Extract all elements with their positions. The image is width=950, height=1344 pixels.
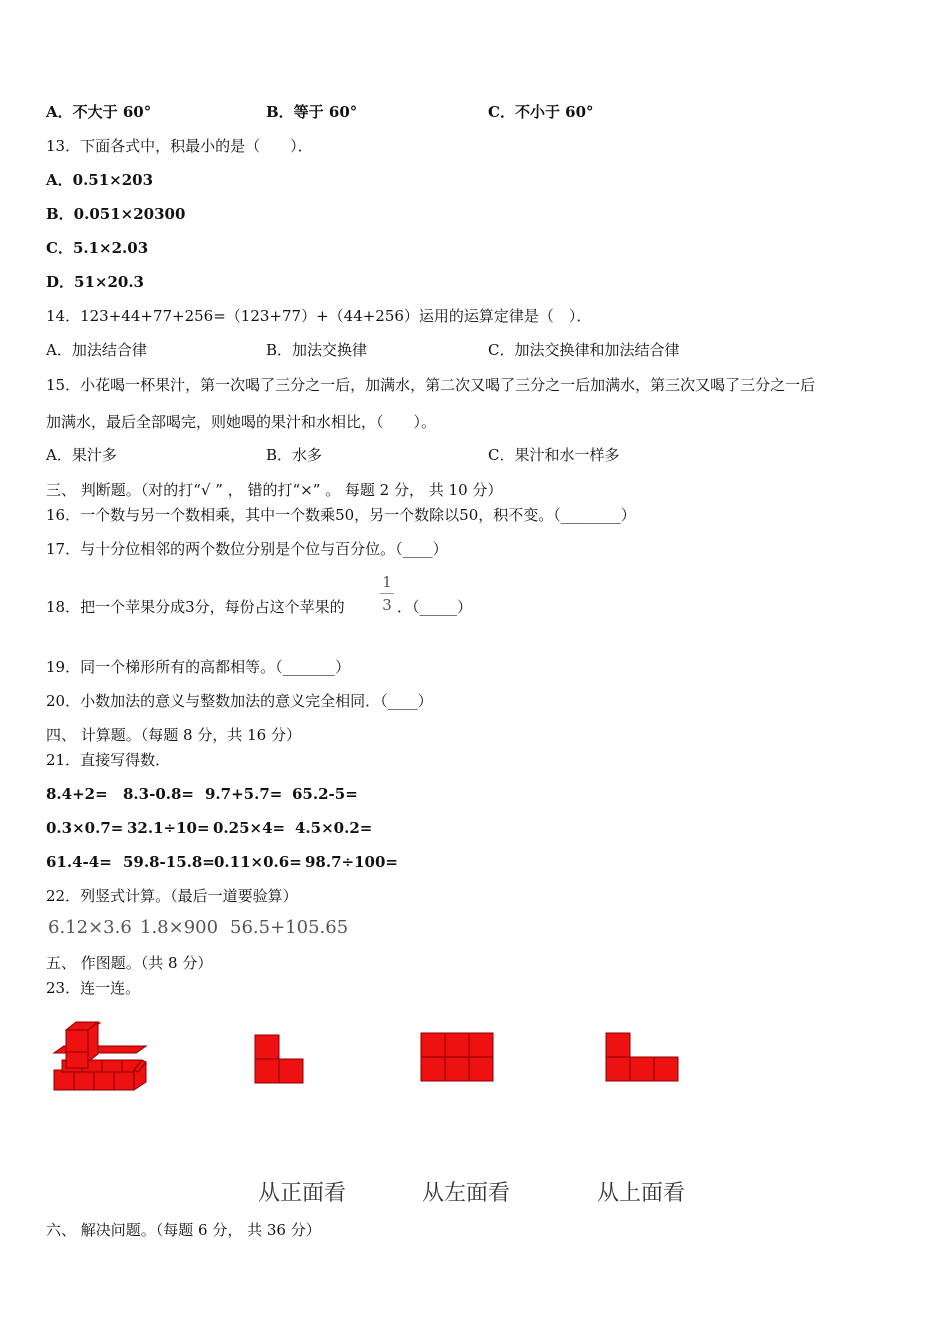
left-view-figure xyxy=(420,1032,496,1084)
q13-option-d: D．51×20.3 xyxy=(46,273,144,291)
q13-option-b: B．0.051×20300 xyxy=(46,205,186,223)
fraction-bar xyxy=(380,593,394,594)
q15-stem-line2: 加满水，最后全部喝完，则她喝的果汁和水相比，（ ）。 xyxy=(46,413,437,431)
q13-stem: 13．下面各式中，积最小的是（ ）． xyxy=(46,137,313,155)
q15-option-b: B．水多 xyxy=(266,446,323,464)
q12-option-c: C．不小于 60° xyxy=(488,103,594,121)
q21-r3-c1: 61.4-4= xyxy=(46,853,112,871)
q18-fraction-numerator: 1 xyxy=(382,573,392,591)
q21-r2-c3: 0.25×4= xyxy=(213,819,286,837)
q12-option-a: A．不大于 60° xyxy=(46,103,152,121)
q21-r3-c4: 98.7÷100= xyxy=(305,853,398,871)
q21-r3-c2: 59.8-15.8= xyxy=(123,853,215,871)
q15-stem-line1: 15．小花喝一杯果汁，第一次喝了三分之一后，加满水，第二次又喝了三分之一后加满水，第三次又喝了三分之一后 xyxy=(46,376,816,394)
q21-r1-c3: 9.7+5.7= xyxy=(205,785,283,803)
q14-option-a: A．加法结合律 xyxy=(46,341,147,359)
q21-r3-c3: 0.11×0.6= xyxy=(214,853,302,871)
q21-r1-c2: 8.3-0.8= xyxy=(123,785,194,803)
q22-item-3: 56.5+105.65 xyxy=(230,917,349,938)
q17-text: 17．与十分位相邻的两个数位分别是个位与百分位。（____） xyxy=(46,540,448,558)
q12-option-b: B．等于 60° xyxy=(266,103,358,121)
q16-text: 16．一个数与另一个数相乘，其中一个数乘50，另一个数除以50，积不变。（________） xyxy=(46,506,636,524)
q14-stem: 14．123+44+77+256=（123+77）+（44+256）运用的运算定律是（ ）． xyxy=(46,307,592,325)
q13-option-a: A．0.51×203 xyxy=(46,171,154,189)
q14-option-c: C．加法交换律和加法结合律 xyxy=(488,341,680,359)
section-3-heading: 三、 判断题。（对的打“√ ” ， 错的打“×” 。 每题 2 分， 共 10 分） xyxy=(46,481,503,499)
section-4-heading: 四、 计算题。（每题 8 分，共 16 分） xyxy=(46,726,301,744)
q22-item-2: 1.8×900 xyxy=(140,917,219,938)
q18-fraction-denominator: 3 xyxy=(382,596,392,614)
q23-stem: 23．连一连。 xyxy=(46,979,141,997)
section-6-heading: 六、 解决问题。（每题 6 分， 共 36 分） xyxy=(46,1221,321,1239)
q19-text: 19．同一个梯形所有的高都相等。（_______） xyxy=(46,658,351,676)
q21-stem: 21．直接写得数． xyxy=(46,751,171,769)
q18-fraction xyxy=(380,573,394,614)
q13-option-c: C．5.1×2.03 xyxy=(46,239,149,257)
q22-stem: 22．列竖式计算。（最后一道要验算） xyxy=(46,887,298,905)
q15-option-c: C．果汁和水一样多 xyxy=(488,446,620,464)
q21-r2-c1: 0.3×0.7= xyxy=(46,819,124,837)
q14-option-b: B．加法交换律 xyxy=(266,341,368,359)
q22-item-1: 6.12×3.6 xyxy=(48,917,132,938)
q21-r1-c1: 8.4+2= xyxy=(46,785,108,803)
q18-text: 18．把一个苹果分成3分，每份占这个苹果的 xyxy=(46,598,345,616)
q20-text: 20．小数加法的意义与整数加法的意义完全相同．（____） xyxy=(46,692,433,710)
q21-r2-c2: 32.1÷10= xyxy=(127,819,210,837)
cube-stack-figure xyxy=(50,1018,150,1096)
view-label-top: 从上面看 xyxy=(597,1181,686,1206)
q21-r2-c4: 4.5×0.2= xyxy=(295,819,373,837)
view-label-front: 从正面看 xyxy=(258,1181,347,1206)
section-5-heading: 五、 作图题。（共 8 分） xyxy=(46,954,213,972)
front-view-figure xyxy=(254,1034,306,1086)
q18-tail: ．（_____） xyxy=(397,598,473,616)
q15-option-a: A．果汁多 xyxy=(46,446,117,464)
view-label-left: 从左面看 xyxy=(422,1181,511,1206)
top-view-figure xyxy=(605,1032,681,1084)
q21-r1-c4: 65.2-5= xyxy=(292,785,358,803)
